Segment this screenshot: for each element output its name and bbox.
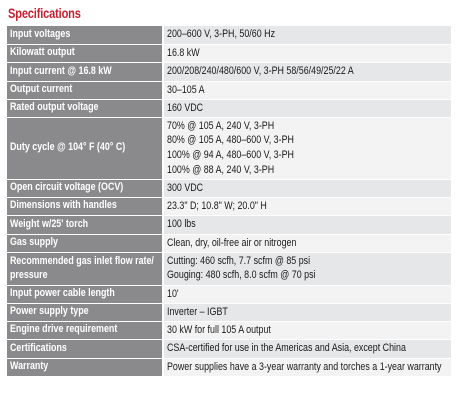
spec-label: [7, 81, 163, 99]
spec-label: [7, 197, 163, 215]
spec-value: [163, 339, 451, 358]
spec-label-text: Kilowatt output: [10, 46, 75, 59]
spec-label: [7, 234, 163, 252]
spec-value-line: 100% @ 94 A, 480–600 V, 3-PH: [167, 149, 294, 161]
spec-row-dimensions-with-handles: [7, 197, 451, 215]
spec-row-input-power-cable-length: [7, 285, 451, 303]
spec-label-text: Input current @ 16.8 kW: [10, 64, 112, 77]
spec-value: [163, 62, 451, 81]
spec-value-line: 23.3" D; 10.8" W; 20.0" H: [167, 199, 267, 212]
spec-value: [163, 26, 451, 44]
spec-value: [163, 44, 451, 62]
spec-row-output-current: [7, 81, 451, 99]
spec-row-duty-cycle-104-f-40-c: [7, 117, 451, 179]
spec-label-line: Recommended gas inlet flow rate/: [10, 255, 154, 267]
spec-label: [7, 179, 163, 197]
spec-value: [163, 358, 451, 376]
spec-label: [7, 44, 163, 62]
spec-value-line: 70% @ 105 A, 240 V, 3-PH: [167, 119, 275, 132]
spec-row-input-voltages: [7, 26, 451, 44]
spec-value-line: 100% @ 88 A, 240 V, 3-PH: [167, 163, 275, 176]
spec-label-text: Output current: [10, 83, 73, 96]
spec-value-line: 200–600 V, 3-PH, 50/60 Hz: [167, 28, 276, 41]
spec-row-recommended-gas-inlet-flow-rate-pressure: [7, 252, 451, 285]
section-title: Specifications: [8, 6, 81, 21]
spec-value: [163, 321, 451, 339]
spec-row-weight-w-25-torch: [7, 215, 451, 234]
spec-label-text: Engine drive requirement: [10, 323, 118, 336]
spec-label: [7, 321, 163, 339]
spec-value-line: 160 VDC: [167, 101, 204, 114]
spec-value-line: 16.8 kW: [167, 46, 200, 59]
spec-label: [7, 99, 163, 117]
spec-label: [7, 117, 163, 179]
spec-label-text: Input power cable length: [10, 287, 115, 300]
spec-value-line: Power supplies have a 3-year warranty and torches a 1-year warranty: [167, 360, 442, 373]
spec-label: [7, 26, 163, 44]
spec-value: [163, 285, 451, 303]
spec-value: [163, 117, 451, 179]
spec-row-engine-drive-requirement: [7, 321, 451, 339]
spec-value-line: 10': [167, 287, 179, 300]
spec-value: [163, 234, 451, 252]
spec-label-text: Gas supply: [10, 236, 58, 249]
spec-value: [163, 81, 451, 99]
spec-label-text: Certifications: [10, 341, 67, 354]
spec-value: [163, 197, 451, 215]
spec-value: [163, 252, 451, 285]
specifications-table-body: [7, 26, 451, 376]
spec-value-line: 30 kW for full 105 A output: [167, 323, 271, 336]
spec-label: [7, 252, 163, 285]
spec-row-open-circuit-voltage-ocv: [7, 179, 451, 197]
spec-row-kilowatt-output: [7, 44, 451, 62]
spec-label-text: Rated output voltage: [10, 101, 99, 114]
spec-value-line: CSA-certified for use in the Americas and Asia, except China: [167, 342, 406, 355]
spec-label: [7, 339, 163, 358]
spec-label: [7, 62, 163, 81]
spec-value-line: 80% @ 105 A, 480–600 V, 3-PH: [167, 134, 294, 147]
spec-value-line: 200/208/240/480/600 V, 3-PH 58/56/49/25/22 A: [167, 65, 354, 78]
spec-value-line: Inverter – IGBT: [167, 305, 228, 318]
spec-row-warranty: [7, 358, 451, 376]
spec-value: [163, 215, 451, 234]
spec-value-line: Cutting: 460 scfh, 7.7 scfm @ 85 psi: [167, 255, 311, 267]
spec-value-line: 30–105 A: [167, 83, 205, 96]
spec-label: [7, 215, 163, 234]
specifications-table: [7, 26, 451, 377]
spec-value: [163, 179, 451, 197]
spec-label: [7, 358, 163, 376]
spec-row-gas-supply: [7, 234, 451, 252]
spec-label-text: Warranty: [10, 360, 49, 373]
spec-row-certifications: [7, 339, 451, 358]
spec-value: [163, 303, 451, 321]
spec-value-line: 300 VDC: [167, 181, 204, 194]
spec-label: [7, 303, 163, 321]
spec-value-line: Gouging: 480 scfh, 8.0 scfm @ 70 psi: [167, 268, 316, 281]
spec-label-text: Duty cycle @ 104° F (40° C): [10, 141, 126, 154]
spec-value: [163, 99, 451, 117]
spec-label-line: pressure: [10, 268, 48, 281]
spec-label-text: Weight w/25' torch: [10, 217, 89, 230]
spec-row-rated-output-voltage: [7, 99, 451, 117]
spec-label-text: Power supply type: [10, 305, 89, 318]
spec-value-line: Clean, dry, oil-free air or nitrogen: [167, 236, 297, 249]
spec-label-text: Dimensions with handles: [10, 199, 117, 212]
spec-label-text: Open circuit voltage (OCV): [10, 181, 124, 194]
spec-value-line: 100 lbs: [167, 218, 196, 231]
spec-row-power-supply-type: [7, 303, 451, 321]
spec-label: [7, 285, 163, 303]
spec-row-input-current-16-8-kw: [7, 62, 451, 81]
spec-label-text: Input voltages: [10, 28, 71, 41]
